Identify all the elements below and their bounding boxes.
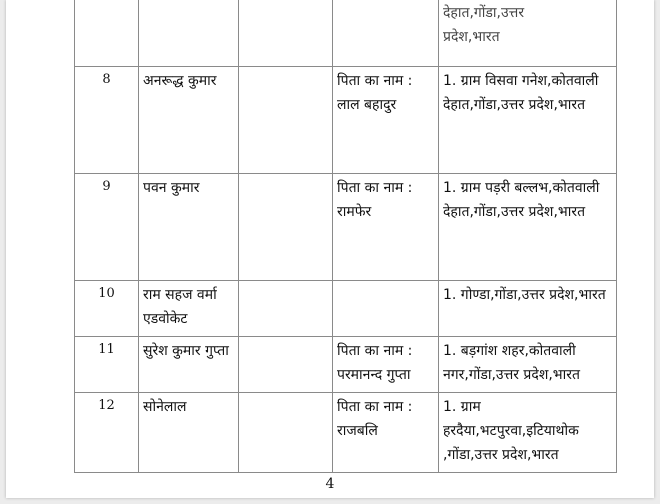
page-number: 4: [325, 476, 335, 492]
blank-cell: [239, 67, 333, 174]
document-page: [6, 0, 654, 498]
father-cell: पिता का नाम : रामफेर: [333, 174, 439, 281]
serial-number-cell: 9: [75, 174, 139, 281]
name-cell: राम सहज वर्मा एडवोकेट: [139, 281, 239, 337]
table-row-partial-top: [75, 0, 617, 67]
blank-cell: [239, 337, 333, 393]
father-cell: पिता का नाम : लाल बहादुर: [333, 67, 439, 174]
father-cell: पिता का नाम : परमानन्द गुप्ता: [333, 337, 439, 393]
blank-cell: [239, 0, 333, 67]
father-cell: [333, 281, 439, 337]
address-line: देहात,गोंडा,उत्तर: [443, 5, 525, 21]
table-row: [75, 393, 617, 473]
table-row: [75, 67, 617, 174]
father-cell: पिता का नाम : राजबलि: [333, 393, 439, 473]
name-cell: पवन कुमार: [139, 174, 239, 281]
name-cell: [139, 0, 239, 67]
address-cell: 1. ग्राम पड़री बल्लभ,कोतवाली देहात,गोंडा,उत्तर प्रदेश,भारत: [439, 174, 617, 281]
address-cell: 1. गोण्डा,गोंडा,उत्तर प्रदेश,भारत: [439, 281, 617, 337]
address-line: प्रदेश,भारत: [443, 29, 500, 45]
blank-cell: [239, 393, 333, 473]
address-cell: 1. बड़गांश शहर,कोतवाली नगर,गोंडा,उत्तर प्रदेश,भारत: [439, 337, 617, 393]
table-row: [75, 281, 617, 337]
serial-number-cell: 11: [75, 337, 139, 393]
blank-cell: [239, 174, 333, 281]
name-cell: अनरूद्ध कुमार: [139, 67, 239, 174]
address-cell: 1. ग्राम विसवा गनेश,कोतवाली देहात,गोंडा,उत्तर प्रदेश,भारत: [439, 67, 617, 174]
name-cell: सोनेलाल: [139, 393, 239, 473]
serial-number-cell: 12: [75, 393, 139, 473]
table-row: [75, 174, 617, 281]
father-cell: [333, 0, 439, 67]
serial-number-cell: 10: [75, 281, 139, 337]
address-cell: [439, 0, 617, 67]
serial-number-cell: 8: [75, 67, 139, 174]
serial-number-cell: [75, 0, 139, 67]
candidates-table: [74, 0, 617, 473]
address-cell: 1. ग्राम हरदैया,भटपुरवा,इटियाथोक ,गोंडा,उत्तर प्रदेश,भारत: [439, 393, 617, 473]
blank-cell: [239, 281, 333, 337]
name-cell: सुरेश कुमार गुप्ता: [139, 337, 239, 393]
table-row: [75, 337, 617, 393]
